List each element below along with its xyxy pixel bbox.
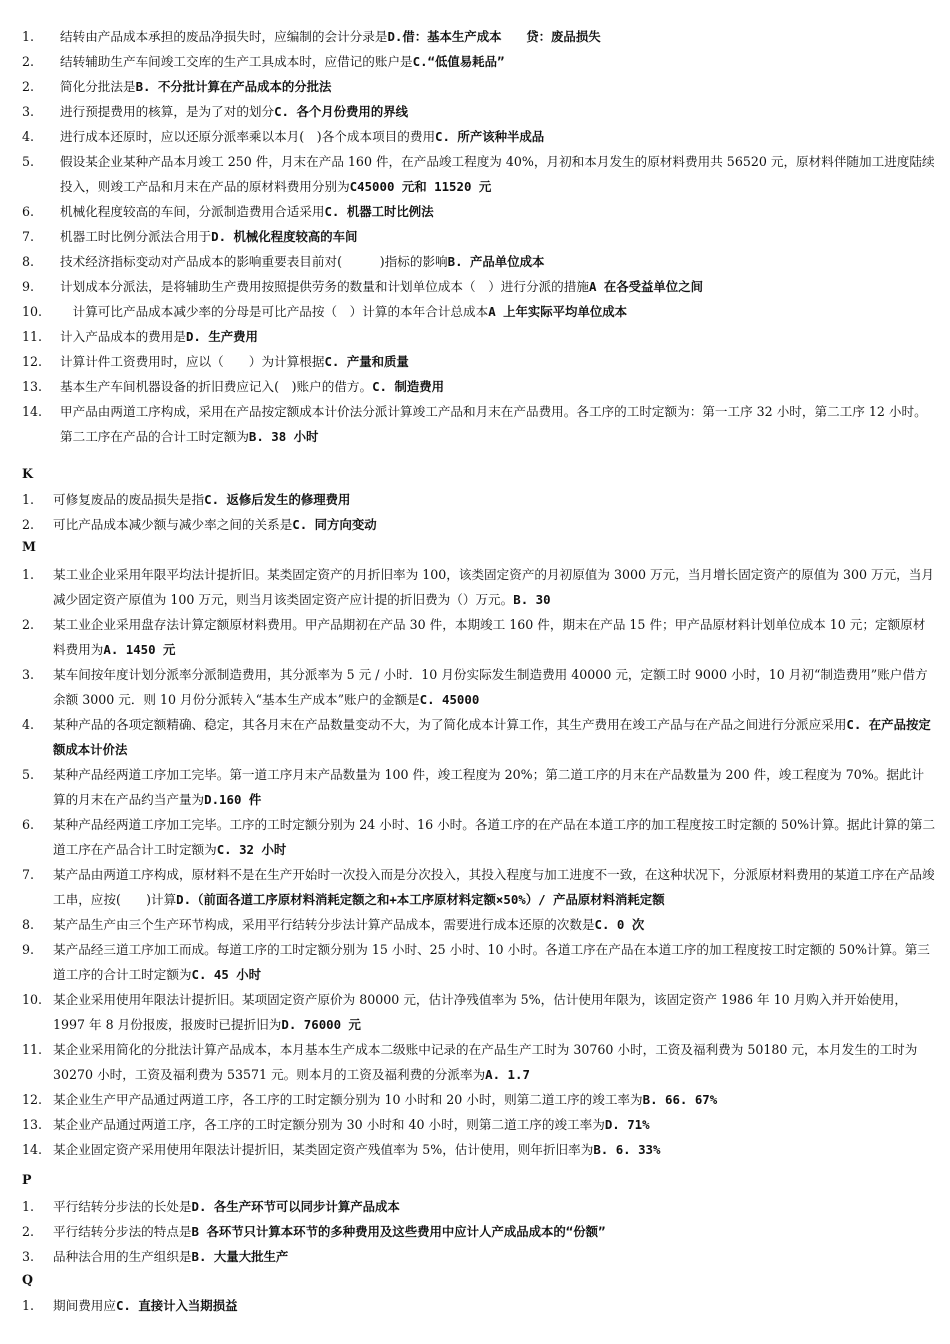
question-number: 6. — [22, 817, 35, 832]
question-text: 某种产品的各项定额精确、稳定，其各月末在产品数量变动不大，为了简化成本计算工作，其生产费用在竣工产品与在产品之间进行分派应采用 — [53, 717, 847, 732]
answer-text: D. 各生产环节可以同步计算产品成本 — [191, 1199, 400, 1214]
question-item — [0, 24, 950, 49]
question-text: 技术经济指标变动对产品成本的影响重要表目前对( )指标的影响 — [60, 254, 448, 269]
answer-text: D. 76000 元 — [281, 1017, 361, 1032]
question-text: 平行结转分步法的特点是 — [53, 1224, 192, 1239]
question-text: 某企业固定资产采用使用年限法计提折旧，某类固定资产残值率为 5%，估计使用，则年折旧率为 — [53, 1142, 594, 1157]
question-number: 3. — [22, 1249, 35, 1264]
question-number: 5. — [22, 767, 35, 782]
answer-text: B. 6. 33% — [593, 1142, 661, 1157]
answer-text: A. 1450 元 — [103, 642, 176, 657]
answer-text: A. 1.7 — [485, 1067, 530, 1082]
question-number: 11. — [22, 1042, 43, 1057]
question-text: 某产品经三道工序加工而成。每道工序的工时定额分别为 15 小时、25 小时、10 小时。各道工序在产品在本道工序的加工程度按工时定额的 50%计算。第三道工序的合计工时定额为 — [53, 942, 930, 982]
question-number: 10. — [22, 304, 43, 319]
question-number: 9. — [22, 279, 35, 294]
question-number: 2. — [22, 79, 35, 94]
question-number: 14. — [22, 404, 43, 419]
question-text: 某工业企业采用盘存法计算定额原材料费用。甲产品期初在产品 30 件，本期竣工 160 件，期末在产品 15 件；甲产品原材料计划单位成本 10 元；定额原材料费用为 — [53, 617, 926, 657]
question-text: 计入产品成本的费用是 — [60, 329, 186, 344]
question-item — [0, 399, 950, 449]
question-number: 11. — [22, 329, 43, 344]
question-number: 1. — [22, 492, 35, 507]
question-text: 简化分批法是 — [60, 79, 136, 94]
answer-text: A 上年实际平均单位成本 — [488, 304, 628, 319]
answer-text: C. 直接计入当期损益 — [115, 1298, 238, 1313]
question-item — [0, 812, 950, 862]
section-list-m — [0, 562, 950, 1162]
question-item — [0, 124, 950, 149]
question-item — [0, 612, 950, 662]
section-letter-p: P — [22, 1172, 32, 1187]
question-text: 结转由产品成本承担的废品净损失时，应编制的会计分录是 — [60, 29, 388, 44]
question-item — [0, 1219, 950, 1244]
question-item — [0, 1112, 950, 1137]
section-list-k — [0, 487, 950, 537]
question-item — [0, 987, 950, 1037]
question-text: 可比产品成本减少额与减少率之间的关系是 — [53, 517, 293, 532]
question-number: 4. — [22, 129, 35, 144]
question-number: 7. — [22, 229, 35, 244]
question-item — [0, 74, 950, 99]
answer-text: B. 产品单位成本 — [447, 254, 545, 269]
question-item — [0, 274, 950, 299]
question-item — [0, 1194, 950, 1219]
answer-text: C. 机器工时比例法 — [324, 204, 434, 219]
question-text: 某产品由两道工序构成，原材料不是在生产开始时一次投入而是分次投入，其投入程度与加工进度不一致，在这种状况下，分派原材料费用的某道工序在产品竣工串，应按( )计算 — [53, 867, 935, 907]
question-item — [0, 149, 950, 199]
question-item — [0, 349, 950, 374]
question-item — [0, 324, 950, 349]
question-number: 14. — [22, 1142, 43, 1157]
question-number: 1. — [22, 567, 35, 582]
question-number: 2. — [22, 54, 35, 69]
answer-text: C.“低值易耗品” — [412, 54, 505, 69]
question-text: 某企业产品通过两道工序，各工序的工时定额分别为 30 小时和 40 小时，则第二道工序的竣工率为 — [53, 1117, 605, 1132]
answer-text: C. 0 次 — [594, 917, 645, 932]
answer-text: C. 45000 — [419, 692, 480, 707]
question-number: 2. — [22, 1224, 35, 1239]
question-item — [0, 912, 950, 937]
answer-text: B. 38 小时 — [248, 429, 319, 444]
question-text: 假设某企业某种产品本月竣工 250 件，月末在产品 160 件，在产品竣工程度为 40%，月初和本月发生的原材料费用共 56520 元，原材料伴随加工进度陆续投入，则竣工产品和月末在产品的原材料费用分别为 — [60, 154, 935, 194]
question-item — [0, 99, 950, 124]
question-item — [0, 1137, 950, 1162]
answer-text: C. 45 小时 — [191, 967, 262, 982]
question-number: 1. — [22, 1298, 35, 1313]
section-list-q — [0, 1293, 950, 1318]
question-text: 某车间按年度计划分派率分派制造费用，其分派率为 5 元 / 小时．10 月份实际发生制造费用 40000 元，定额工时 9000 小时，10 月初“制造费用”账户借方余额 3000 元．则 10 月份分派转入“基本生产成本”账户的金额是 — [53, 667, 928, 707]
question-text: 某企业生产甲产品通过两道工序，各工序的工时定额分别为 10 小时和 20 小时，则第二道工序的竣工率为 — [53, 1092, 643, 1107]
question-item — [0, 199, 950, 224]
answer-text: B 各环节只计算本环节的多种费用及这些费用中应计人产成品成本的“份额” — [191, 1224, 606, 1239]
question-number: 6. — [22, 204, 35, 219]
question-number: 13. — [22, 379, 43, 394]
question-text: 某产品生产由三个生产环节构成，采用平行结转分步法计算产品成本，需要进行成本还原的次数是 — [53, 917, 595, 932]
question-number: 3. — [22, 667, 35, 682]
question-item — [0, 762, 950, 812]
question-text: 可修复废品的废品损失是指 — [53, 492, 205, 507]
question-number: 8. — [22, 254, 35, 269]
question-item — [0, 512, 950, 537]
question-item — [0, 299, 950, 324]
question-number: 1. — [22, 1199, 35, 1214]
question-text: 某种产品经两道工序加工完毕。第一道工序月末产品数量为 100 件，竣工程度为 20%；第二道工序的月末在产品数量为 200 件，竣工程度为 70%。据此计算的月末在产品约当产量为 — [53, 767, 925, 807]
question-item — [0, 374, 950, 399]
answer-text: C45000 元和 11520 元 — [349, 179, 492, 194]
question-text: 机械化程度较高的车间，分派制造费用合适采用 — [60, 204, 325, 219]
answer-text: D. 71% — [604, 1117, 650, 1132]
question-number: 12. — [22, 354, 43, 369]
question-number: 9. — [22, 942, 35, 957]
answer-text: D.借：基本生产成本 贷：废品损失 — [387, 29, 601, 44]
question-number: 2. — [22, 517, 35, 532]
answer-text: C. 在产品按定额成本计价法 — [53, 717, 931, 757]
answer-text: D. 机械化程度较高的车间 — [211, 229, 358, 244]
question-text: 某种产品经两道工序加工完毕。工序的工时定额分别为 24 小时、16 小时。各道工序的在产品在本道工序的加工程度按工时定额的 50%计算。据此计算的第二道工序在产品合计工时定额为 — [53, 817, 936, 857]
question-text: 计算计件工资费用时，应以（ ）为计算根据 — [60, 354, 325, 369]
question-item — [0, 937, 950, 987]
question-number: 1. — [22, 29, 35, 44]
question-text: 计划成本分派法，是将辅助生产费用按照提供劳务的数量和计划单位成本（ ）进行分派的措施 — [60, 279, 589, 294]
question-item — [0, 487, 950, 512]
question-number: 13. — [22, 1117, 43, 1132]
answer-text: D. 生产费用 — [185, 329, 258, 344]
question-text: 品种法合用的生产组织是 — [53, 1249, 192, 1264]
question-item — [0, 249, 950, 274]
answer-text: D.（前面各道工序原材料消耗定额之和+本工序原材料定额×50%）/ 产品原材料消耗定额 — [176, 892, 665, 907]
question-item — [0, 712, 950, 762]
question-item — [0, 49, 950, 74]
question-number: 7. — [22, 867, 35, 882]
answer-text: B. 30 — [513, 592, 551, 607]
question-text: 某企业采用简化的分批法计算产品成本，本月基本生产成本二级账中记录的在产品生产工时为 30760 小时，工资及福利费为 50180 元，本月发生的工时为 30270 小时，工资及福利费为 53571 元。则本月的工资及福利费的分派率为 — [53, 1042, 918, 1082]
question-number: 2. — [22, 617, 35, 632]
answer-text: D.160 件 — [204, 792, 262, 807]
answer-text: C. 各个月份费用的界线 — [274, 104, 408, 119]
section-letter-k: K — [22, 466, 33, 481]
question-text: 计算可比产品成本减少率的分母是可比产品按（ ）计算的本年合计总成本 — [60, 304, 489, 319]
question-item — [0, 862, 950, 912]
question-item — [0, 1293, 950, 1318]
answer-text: C. 32 小时 — [216, 842, 287, 857]
question-item — [0, 1037, 950, 1087]
answer-text: B. 大量大批生产 — [191, 1249, 289, 1264]
question-text: 甲产品由两道工序构成，采用在产品按定额成本计价法分派计算竣工产品和月末在产品费用。各工序的工时定额为：第一工序 32 小时，第二工序 12 小时。第二工序在产品的合计工时定额为 — [60, 404, 927, 444]
question-number: 5. — [22, 154, 35, 169]
question-number: 4. — [22, 717, 35, 732]
section-letter-q: Q — [22, 1272, 33, 1287]
answer-text: C. 返修后发生的修理费用 — [204, 492, 351, 507]
question-text: 某企业采用使用年限法计提折旧。某项固定资产原价为 80000 元，估计净残值率为 5%，估计使用年限为，该固定资产 1986 年 10 月购入并开始使用，1997 年 8 月份报废，报废时已提折旧为 — [53, 992, 907, 1032]
section-list-p — [0, 1194, 950, 1269]
answer-text: B. 不分批计算在产品成本的分批法 — [135, 79, 332, 94]
question-text: 进行成本还原时，应以还原分派率乘以本月( )各个成本项目的费用 — [60, 129, 436, 144]
question-number: 3. — [22, 104, 35, 119]
section-letter-m: M — [22, 539, 36, 554]
question-item — [0, 1244, 950, 1269]
question-item — [0, 562, 950, 612]
question-text: 机器工时比例分派法合用于 — [60, 229, 212, 244]
question-number: 10. — [22, 992, 43, 1007]
section-list-a — [0, 24, 950, 449]
question-text: 平行结转分步法的长处是 — [53, 1199, 192, 1214]
answer-text: C. 同方向变动 — [292, 517, 377, 532]
question-text: 基本生产车间机器设备的折旧费应记入( )账户的借方。 — [60, 379, 373, 394]
question-text: 进行预提费用的核算，是为了对的划分 — [60, 104, 275, 119]
question-text: 结转辅助生产车间竣工交库的生产工具成本时，应借记的账户是 — [60, 54, 413, 69]
answer-text: C. 产量和质量 — [324, 354, 409, 369]
answer-text: A 在各受益单位之间 — [588, 279, 703, 294]
question-item — [0, 662, 950, 712]
answer-text: C. 制造费用 — [372, 379, 445, 394]
answer-text: C. 所产该种半成品 — [435, 129, 545, 144]
answer-text: B. 66. 67% — [642, 1092, 718, 1107]
question-number: 12. — [22, 1092, 43, 1107]
question-item — [0, 224, 950, 249]
question-text: 期间费用应 — [53, 1298, 116, 1313]
question-text: 某工业企业采用年限平均法计提折旧。某类固定资产的月折旧率为 100，该类固定资产的月初原值为 3000 万元，当月增长固定资产的原值为 300 万元，当月减少固定资产原值为 100 万元，则当月该类固定资产应计提的折旧费为（）万元。 — [53, 567, 934, 607]
question-item — [0, 1087, 950, 1112]
question-number: 8. — [22, 917, 35, 932]
